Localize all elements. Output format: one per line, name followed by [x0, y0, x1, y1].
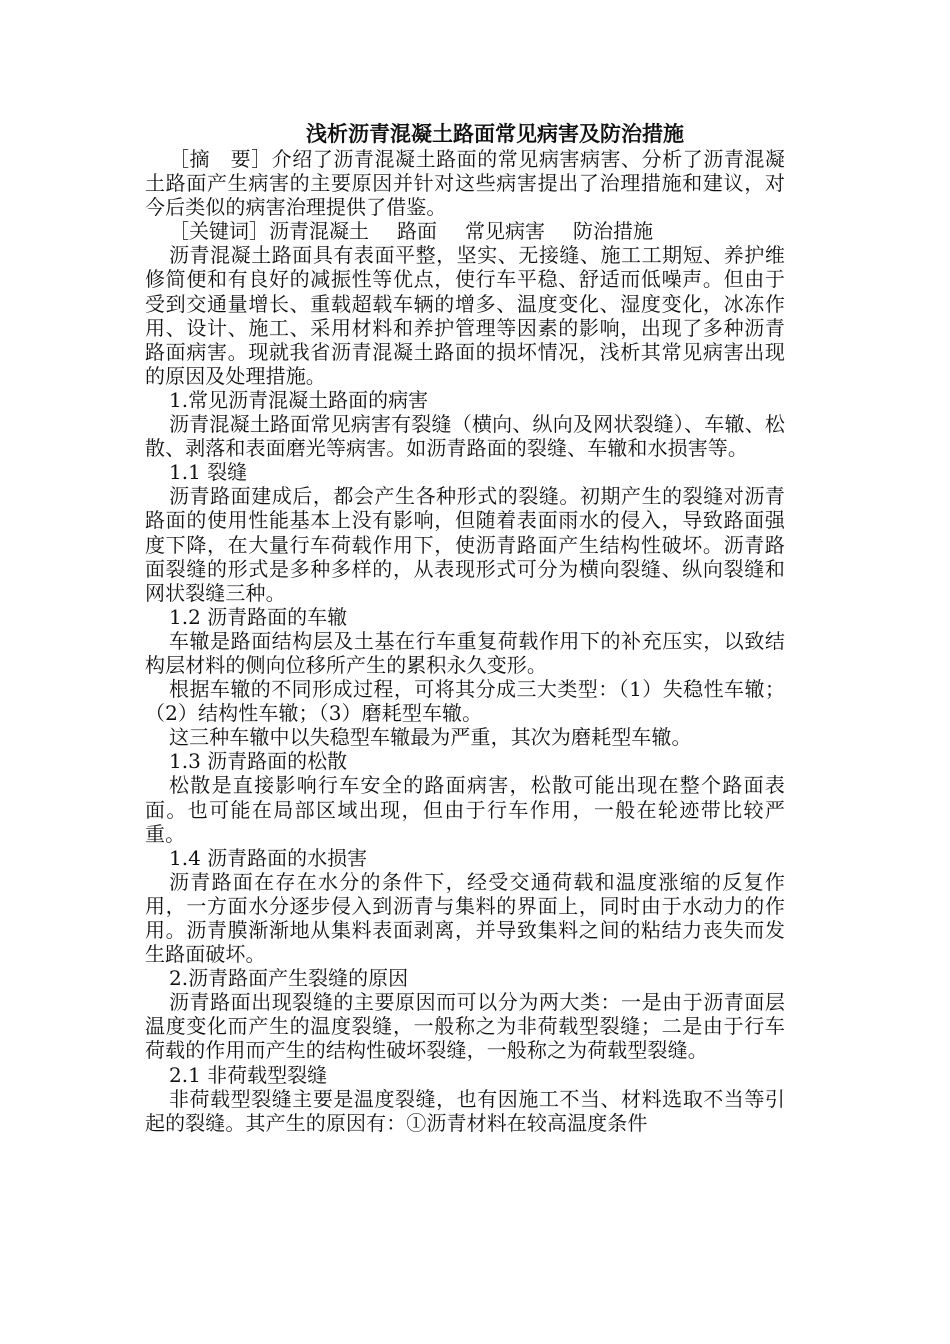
section-2-1-paragraph: 非荷载型裂缝主要是温度裂缝，也有因施工不当、材料选取不当等引起的裂缝。其产生的原因有：①沥青材料在较高温度条件	[145, 1086, 785, 1135]
section-1-paragraph: 沥青混凝土路面常见病害有裂缝（横向、纵向及网状裂缝）、车辙、松散、剥落和表面磨光等病害。如沥青路面的裂缝、车辙和水损害等。	[145, 412, 785, 461]
section-2-1-heading: 2.1 非荷载型裂缝	[169, 1062, 328, 1087]
section-1-1-paragraph: 沥青路面建成后，都会产生各种形式的裂缝。初期产生的裂缝对沥青路面的使用性能基本上没有影响，但随着表面雨水的侵入，导致路面强度下降，在大量行车荷载作用下，使沥青路面产生结构性破坏。沥青路面裂缝的形式是多种多样的，从表现形式可分为横向裂缝、纵向裂缝和网状裂缝三种。	[145, 484, 785, 605]
section-1-2-heading: 1.2 沥青路面的车辙	[169, 604, 348, 629]
document-page	[145, 121, 785, 1135]
section-2-heading: 2.沥青路面产生裂缝的原因	[169, 966, 409, 991]
section-2-paragraph: 沥青路面出现裂缝的主要原因而可以分为两大类：一是由于沥青面层温度变化而产生的温度裂缝，一般称之为非荷载型裂缝；二是由于行车荷载的作用而产生的结构性破坏裂缝，一般称之为荷载型裂缝。	[145, 990, 785, 1063]
keyword-common-defects: 常见病害	[465, 219, 545, 244]
section-1-2-paragraph-1: 车辙是路面结构层及土基在行车重复荷载作用下的补充压实，以致结构层材料的侧向位移所产生的累积永久变形。	[145, 628, 785, 677]
section-1-heading: 1.常见沥青混凝土路面的病害	[169, 387, 429, 412]
section-1-2-paragraph-2: 根据车辙的不同形成过程，可将其分成三大类型：（1）失稳性车辙；（2）结构性车辙；（3）磨耗型车辙。	[145, 677, 785, 726]
section-1-2-paragraph-3: 这三种车辙中以失稳型车辙最为严重，其次为磨耗型车辙。	[169, 725, 692, 750]
section-1-3-paragraph: 松散是直接影响行车安全的路面病害，松散可能出现在整个路面表面。也可能在局部区域出现，但由于行车作用，一般在轮迹带比较严重。	[145, 773, 785, 846]
abstract-paragraph: ［摘 要］介绍了沥青混凝土路面的常见病害病害、分析了沥青混凝土路面产生病害的主要原因并针对这些病害提出了治理措施和建议，对今后类似的病害治理提供了借鉴。	[145, 147, 785, 220]
intro-paragraph: 沥青混凝土路面具有表面平整，坚实、无接缝、施工工期短、养护维修简便和有良好的减振性等优点，使行车平稳、舒适而低噪声。但由于受到交通量增长、重载超载车辆的增多、温度变化、湿度变化，冰冻作用、设计、施工、采用材料和养护管理等因素的影响，出现了多种沥青路面病害。现就我省沥青混凝土路面的损坏情况，浅析其常见病害出现的原因及处理措施。	[145, 243, 785, 388]
keyword-road-surface: 路面	[397, 219, 437, 244]
document-title: 浅析沥青混凝土路面常见病害及防治措施	[306, 121, 684, 146]
section-1-1-heading: 1.1 裂缝	[169, 460, 248, 485]
keyword-prevention: 防治措施	[573, 219, 653, 244]
section-1-4-heading: 1.4 沥青路面的水损害	[169, 845, 368, 870]
keywords-label: ［关键词］沥青混凝土	[169, 219, 369, 244]
keywords-line	[145, 219, 785, 243]
section-1-4-paragraph: 沥青路面在存在水分的条件下，经受交通荷载和温度涨缩的反复作用，一方面水分逐步侵入到沥青与集料的界面上，同时由于水动力的作用。沥青膜渐渐地从集料表面剥离，并导致集料之间的粘结力丧失而发生路面破坏。	[145, 869, 785, 967]
section-1-3-heading: 1.3 沥青路面的松散	[169, 749, 348, 774]
